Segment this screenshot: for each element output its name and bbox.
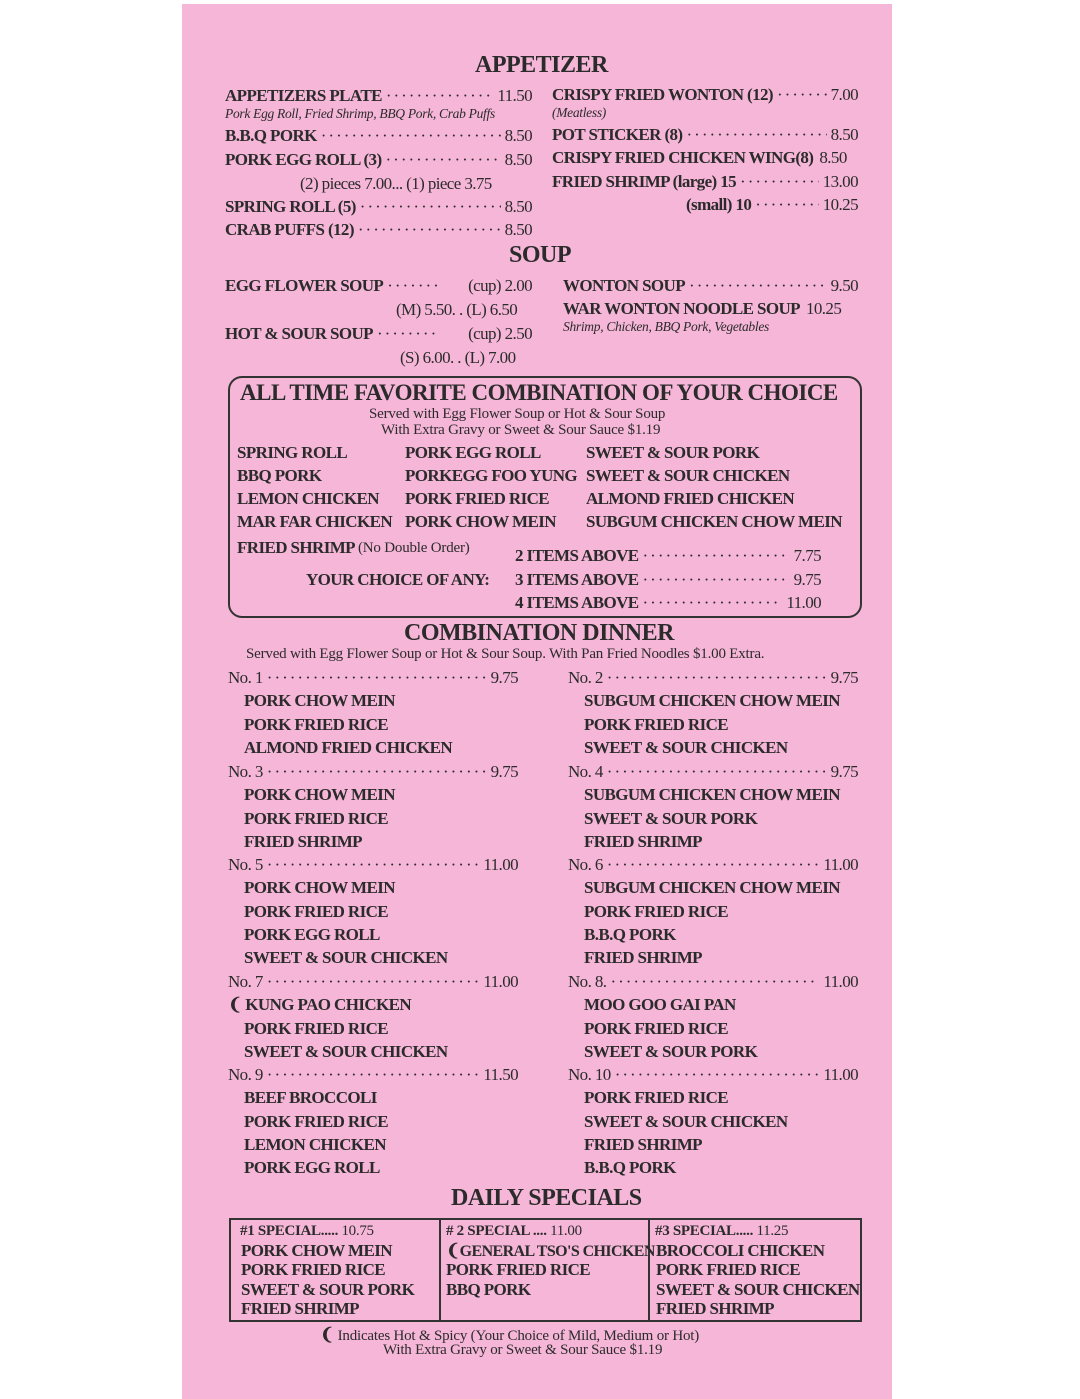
menu-item: PORK EGG ROLL (3) ····· 8.50 [225, 150, 532, 170]
special-item: ❨GENERAL TSO'S CHICKEN [446, 1241, 655, 1260]
menu-item: CRISPY FRIED CHICKEN WING(8) 8.50 [552, 148, 847, 167]
combo-item: SWEET & SOUR CHICKEN [244, 948, 448, 968]
favorite-title: ALL TIME FAVORITE COMBINATION OF YOUR CHOICE [240, 380, 838, 405]
special-3-head: #3 SPECIAL..... 11.25 [655, 1223, 789, 1239]
favorite-item: PORK FRIED RICE [405, 489, 550, 508]
combo-item: PORK FRIED RICE [244, 1018, 389, 1038]
combo-item: BEEF BROCCOLI [244, 1088, 377, 1108]
favorite-subtitle: With Extra Gravy or Sweet & Sour Sauce $1.19 [381, 422, 661, 438]
favorite-item: SWEET & SOUR CHICKEN [586, 466, 790, 485]
menu-item: APPETIZERS PLATE ····· 11.50 [225, 86, 532, 106]
divider [648, 1220, 650, 1320]
combo-item: PORK FRIED RICE [244, 901, 389, 921]
combo-item: PORK CHOW MEIN [244, 878, 395, 898]
item-note: (M) 5.50. . (L) 6.50 [396, 300, 518, 319]
item-note: Shrimp, Chicken, BBQ Pork, Vegetables [563, 319, 769, 334]
favorite-tier: 2 ITEMS ABOVE ····· 7.75 [515, 546, 821, 566]
combo-header: No. 10 ····· 11.00 [568, 1065, 858, 1085]
combo-item: SUBGUM CHICKEN CHOW MEIN [584, 691, 840, 711]
menu-item: SPRING ROLL (5) ····· 8.50 [225, 197, 532, 217]
item-note: (Meatless) [552, 105, 606, 120]
combo-item: FRIED SHRIMP [584, 831, 702, 851]
combo-item: B.B.Q PORK [584, 924, 676, 944]
favorite-item: PORK EGG ROLL [405, 443, 541, 462]
favorite-item: PORKEGG FOO YUNG [405, 466, 578, 485]
chili-icon: ❨ [228, 995, 246, 1015]
combo-header: No. 2 ····· 9.75 [568, 668, 858, 688]
combo-item: PORK FRIED RICE [244, 808, 389, 828]
combo-header: No. 7 ····· 11.00 [228, 972, 518, 992]
item-note: (2) pieces 7.00... (1) piece 3.75 [300, 174, 492, 193]
combo-item: ALMOND FRIED CHICKEN [244, 737, 453, 757]
combo-item: PORK CHOW MEIN [244, 691, 395, 711]
combo-item: PORK FRIED RICE [584, 1018, 729, 1038]
menu-item: CRISPY FRIED WONTON (12) ····· 7.00 [552, 85, 858, 105]
special-item: PORK FRIED RICE [446, 1260, 591, 1279]
combo-item: SUBGUM CHICKEN CHOW MEIN [584, 785, 840, 805]
special-item: SWEET & SOUR PORK [241, 1280, 415, 1299]
favorite-choice-label: YOUR CHOICE OF ANY: [306, 570, 490, 589]
favorite-item: ALMOND FRIED CHICKEN [586, 489, 795, 508]
combo-item: PORK EGG ROLL [244, 924, 380, 944]
favorite-note: (No Double Order) [358, 540, 470, 556]
combo-item: SWEET & SOUR PORK [584, 1041, 758, 1061]
special-item: BROCCOLI CHICKEN [656, 1241, 825, 1260]
menu-item: POT STICKER (8) ····· 8.50 [552, 125, 858, 145]
soup-title: SOUP [509, 242, 572, 268]
combo-item: FRIED SHRIMP [584, 948, 702, 968]
special-item: PORK FRIED RICE [241, 1260, 386, 1279]
chili-icon: ❨ [446, 1241, 460, 1260]
combo-item: SWEET & SOUR CHICKEN [584, 1111, 788, 1131]
menu-item: CRAB PUFFS (12) ····· 8.50 [225, 220, 532, 240]
divider [439, 1220, 441, 1320]
favorite-item: SUBGUM CHICKEN CHOW MEIN [586, 512, 842, 531]
combo-item: PORK FRIED RICE [584, 714, 729, 734]
combo-item: SWEET & SOUR CHICKEN [244, 1041, 448, 1061]
combo-header: No. 6 ····· 11.00 [568, 855, 858, 875]
combo-header: No. 8. ····· 11.00 [568, 972, 858, 992]
favorite-subtitle: Served with Egg Flower Soup or Hot & Sour Soup [369, 406, 666, 422]
favorite-item: BBQ PORK [237, 466, 322, 485]
special-item: SWEET & SOUR CHICKEN [656, 1280, 860, 1299]
chili-icon: ❨ [320, 1325, 335, 1344]
menu-item: WAR WONTON NOODLE SOUP 10.25 [563, 299, 842, 318]
combo-header: No. 4 ····· 9.75 [568, 762, 858, 782]
favorite-item: SPRING ROLL [237, 443, 348, 462]
combo-item: LEMON CHICKEN [244, 1134, 386, 1154]
special-1-head: #1 SPECIAL..... 10.75 [240, 1223, 374, 1239]
combo-item: FRIED SHRIMP [244, 831, 362, 851]
menu-item: FRIED SHRIMP (large) 15 ····· 13.00 [552, 172, 858, 192]
combo-item: SWEET & SOUR CHICKEN [584, 737, 788, 757]
item-note: (S) 6.00. . (L) 7.00 [400, 348, 516, 367]
combo-item: PORK FRIED RICE [244, 1111, 389, 1131]
combo-header: No. 3 ····· 9.75 [228, 762, 518, 782]
special-item: BBQ PORK [446, 1280, 531, 1299]
menu-item: EGG FLOWER SOUP ····· (cup) 2.00 [225, 276, 532, 296]
menu-item: WONTON SOUP ····· 9.50 [563, 276, 858, 296]
combo-header: No. 5 ····· 11.00 [228, 855, 518, 875]
specials-title: DAILY SPECIALS [451, 1185, 642, 1211]
combo-item: FRIED SHRIMP [584, 1134, 702, 1154]
special-2-head: # 2 SPECIAL .... 11.00 [446, 1223, 582, 1239]
combo-item: SWEET & SOUR PORK [584, 808, 758, 828]
combo-item: PORK FRIED RICE [584, 1088, 729, 1108]
item-note: Pork Egg Roll, Fried Shrimp, BBQ Pork, Crab Puffs [225, 106, 495, 121]
combo-item: PORK FRIED RICE [244, 714, 389, 734]
sauce-note: With Extra Gravy or Sweet & Sour Sauce $1.19 [383, 1342, 663, 1358]
combo-item: PORK EGG ROLL [244, 1158, 380, 1178]
special-item: PORK CHOW MEIN [241, 1241, 392, 1260]
favorite-item: FRIED SHRIMP [237, 538, 355, 557]
appetizer-title: APPETIZER [475, 52, 608, 78]
favorite-tier: 3 ITEMS ABOVE ····· 9.75 [515, 570, 821, 590]
combo-item: ❨ KUNG PAO CHICKEN [228, 995, 412, 1015]
combo-item: PORK CHOW MEIN [244, 785, 395, 805]
combo-header: No. 1 ····· 9.75 [228, 668, 518, 688]
favorite-tier: 4 ITEMS ABOVE ····· 11.00 [515, 593, 821, 613]
favorite-item: MAR FAR CHICKEN [237, 512, 393, 531]
combo-item: B.B.Q PORK [584, 1158, 676, 1178]
favorite-item: SWEET & SOUR PORK [586, 443, 760, 462]
favorite-item: LEMON CHICKEN [237, 489, 379, 508]
menu-item: (small) 10 ····· 10.25 [686, 195, 858, 215]
combo-title: COMBINATION DINNER [404, 620, 674, 646]
spicy-note: ❨ Indicates Hot & Spicy (Your Choice of Mild, Medium or Hot) [320, 1325, 700, 1344]
menu-item: HOT & SOUR SOUP ····· (cup) 2.50 [225, 324, 532, 344]
special-item: FRIED SHRIMP [656, 1299, 774, 1318]
combo-item: SUBGUM CHICKEN CHOW MEIN [584, 878, 840, 898]
combo-item: MOO GOO GAI PAN [584, 995, 736, 1015]
special-item: FRIED SHRIMP [241, 1299, 359, 1318]
combo-item: PORK FRIED RICE [584, 901, 729, 921]
combo-header: No. 9 ····· 11.50 [228, 1065, 518, 1085]
special-item: PORK FRIED RICE [656, 1260, 801, 1279]
favorite-item: PORK CHOW MEIN [405, 512, 556, 531]
combo-subtitle: Served with Egg Flower Soup or Hot & Sour Soup. With Pan Fried Noodles $1.00 Extra. [246, 646, 765, 662]
menu-item: B.B.Q PORK ····· 8.50 [225, 126, 532, 146]
